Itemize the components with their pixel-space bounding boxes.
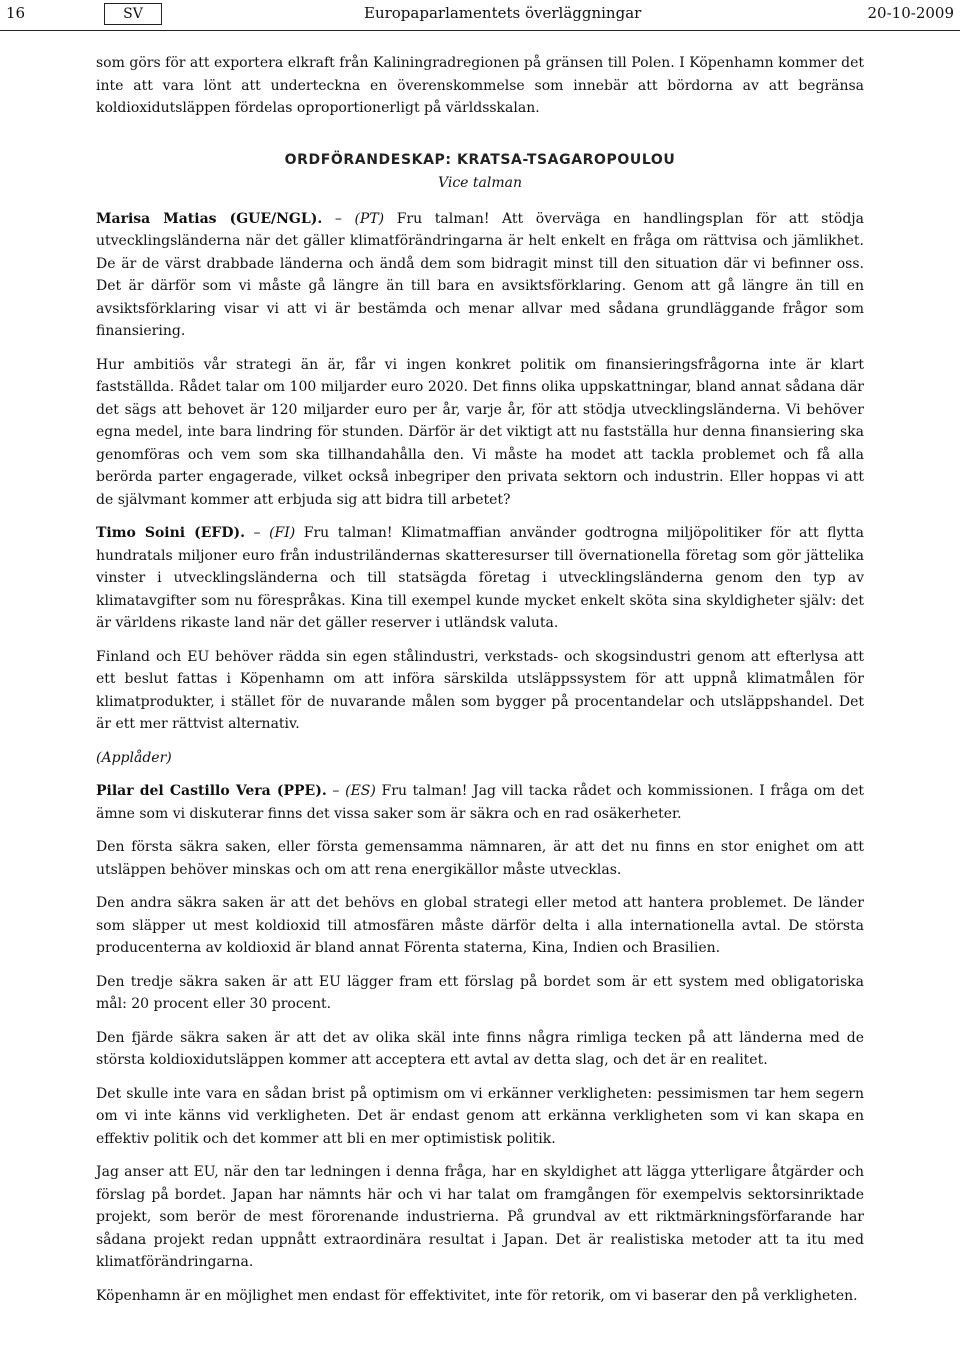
speech-paragraph: Jag anser att EU, när den tar ledningen i denna fråga, har en skyldighet att lägga ytterligare åtgärder och förslag på bordet. Japan har nämnts här och vi har talat om framgången för exempelvis sektorsinriktade projekt, som berör de mest förorenande industrierna. På grundval av ett riktmärkningsförfarande har sådana projekt redan uppnått extraordinära resultat i Japan. Det är realistiska metoder att ta itu med klimatförändringarna. [96,1164,864,1270]
speech-paragraph: Köpenhamn är en möjlighet men endast för effektivitet, inte för retorik, om vi baserar den på verkligheten. [96,1287,858,1304]
speech-paragraph: Det skulle inte vara en sådan brist på optimism om vi erkänner verkligheten: pessimismen tar hem segern om vi inte känns vid verkligheten. Det är endast genom att erkänna verkligheten som vi kan skapa en effektiv politik och det kommer att bli en mer optimistisk politik. [96,1085,864,1147]
speaker-dash: – [322,210,355,227]
speech-paragraph: Hur ambitiös vår strategi än är, får vi ingen konkret politik om finansieringsfrågorna inte är klart fastställda. Rådet talar om 100 miljarder euro 2020. Det finns olika uppskattningar, bland annat sådana där det sägs att behovet är 120 miljarder euro per år, varje år, för att stödja utvecklingsländerna. Vi behöver egna medel, inte bara lindring för stunden. Därför är det viktigt att nu fastställa hur denna finansiering ska genomföras och vem som ska tillhandahålla den. Vi måste ha modet att tackla problemet och få alla berörda parter engagerade, vilket också inbegriper den privata sektorn och industrin. Eller hoppas vi att de självmant kommer att erbjuda sig att bidra till arbetet? [96,356,864,508]
speech-language: (FI) [269,525,296,541]
document-title: Europaparlamentets överläggningar [364,4,642,22]
speaker-name: Timo Soini (EFD). [96,525,245,541]
speech-paragraph: Finland och EU behöver rädda sin egen stålindustri, verkstads- och skogsindustri genom att efterlysa att ett beslut fattas i Köpenhamn om att införa särskilda utsläppssystem för att uppnå klimatmålen för klimatprodukter, i stället för de nuvarande målen som bygger på procentandelar och utsläppshandel. Det är ett mer rättvist alternativ. [96,648,864,732]
intro-paragraph: som görs för att exportera elkraft från Kaliningradregionen på gränsen till Polen. I Köpenhamn kommer det inte att vara lönt att underteckna en överenskommelse som innebär att bördorna av att begränsa koldioxidutsläppen fördelas oproportionerligt på världsskalan. [96,55,864,116]
speech-language: (ES) [345,783,376,799]
speech-paragraph: Den fjärde säkra saken är att det av olika skäl inte finns några rimliga tecken på att länderna med de största koldioxidutsläppen kommer att acceptera ett avtal av detta slag, och det är en realitet. [96,1029,864,1068]
speech-paragraph: Den tredje säkra saken är att EU lägger fram ett förslag på bordet som är ett system med obligatoriska mål: 20 procent eller 30 procent. [96,973,864,1012]
speech-paragraph [96,780,864,825]
speaker-name: Pilar del Castillo Vera (PPE). [96,783,327,799]
speech-text: Fru talman! Klimatmaffian använder godtrogna miljöpolitiker för att flytta hundratals miljoner euro från industriländernas skatteresurser till övernationella företag som gör jättelika vinster i utvecklingsländerna och till statsägda företag i utvecklingsländerna genom den typ av klimatavgifter som nu förespråkas. Kina till exempel kunde mycket enkelt sköta sina skyldigheter själv: det är världens rikaste land när det gäller reserver i utländsk valuta. [96,525,864,631]
speech-paragraph [96,522,864,635]
speech-text: Fru talman! Att överväga en handlingsplan för att stödja utvecklingsländerna när det gäller klimatförändringarna är helt enkelt en fråga om rättvisa och jämlikhet. De är de värst drabbade länderna och ändå dem som bidragit minst till den situation där vi befinner oss. Det är därför som vi måste gå längre än till bara en avsiktsförklaring. Genom att gå längre än till en avsiktsförklaring visar vi att vi är bestämda och menar allvar med sådana grundläggande frågor som finansiering. [96,210,864,339]
page-number: 16 [6,4,26,22]
document-body [96,52,864,1318]
speaker-dash: – [244,525,270,541]
page-header [0,0,960,31]
chair-subtitle: Vice talman [437,174,522,191]
document-date: 20-10-2009 [867,4,954,22]
speaker-dash: – [326,783,346,799]
chair-block [96,148,864,194]
language-badge: SV [104,3,162,25]
speaker-name: Marisa Matias (GUE/NGL). [96,210,323,227]
chair-title: ORDFÖRANDESKAP: KRATSA-TSAGAROPOULOU [284,151,676,168]
speech-language: (PT) [354,210,385,227]
speech-text: Fru talman! Jag vill tacka rådet och kommissionen. I fråga om det ämne som vi diskuterar finns det vissa saker som är säkra och en rad osäkerheter. [96,783,864,822]
speech-paragraph [96,208,864,343]
speech-paragraph: Den första säkra saken, eller första gemensamma nämnaren, är att det nu finns en stor enighet om att utsläppen behöver minskas och om att rena energikällor måste utvecklas. [96,839,864,878]
applause-note: (Applåder) [96,749,172,766]
speech-paragraph: Den andra säkra saken är att det behövs en global strategi eller metod att hantera problemet. De länder som släpper ut mest koldioxid till atmosfären måste därför delta i alla internationella avtal. De största producenterna av koldioxid är bland annat Förenta staterna, Kina, Indien och Brasilien. [96,895,864,956]
